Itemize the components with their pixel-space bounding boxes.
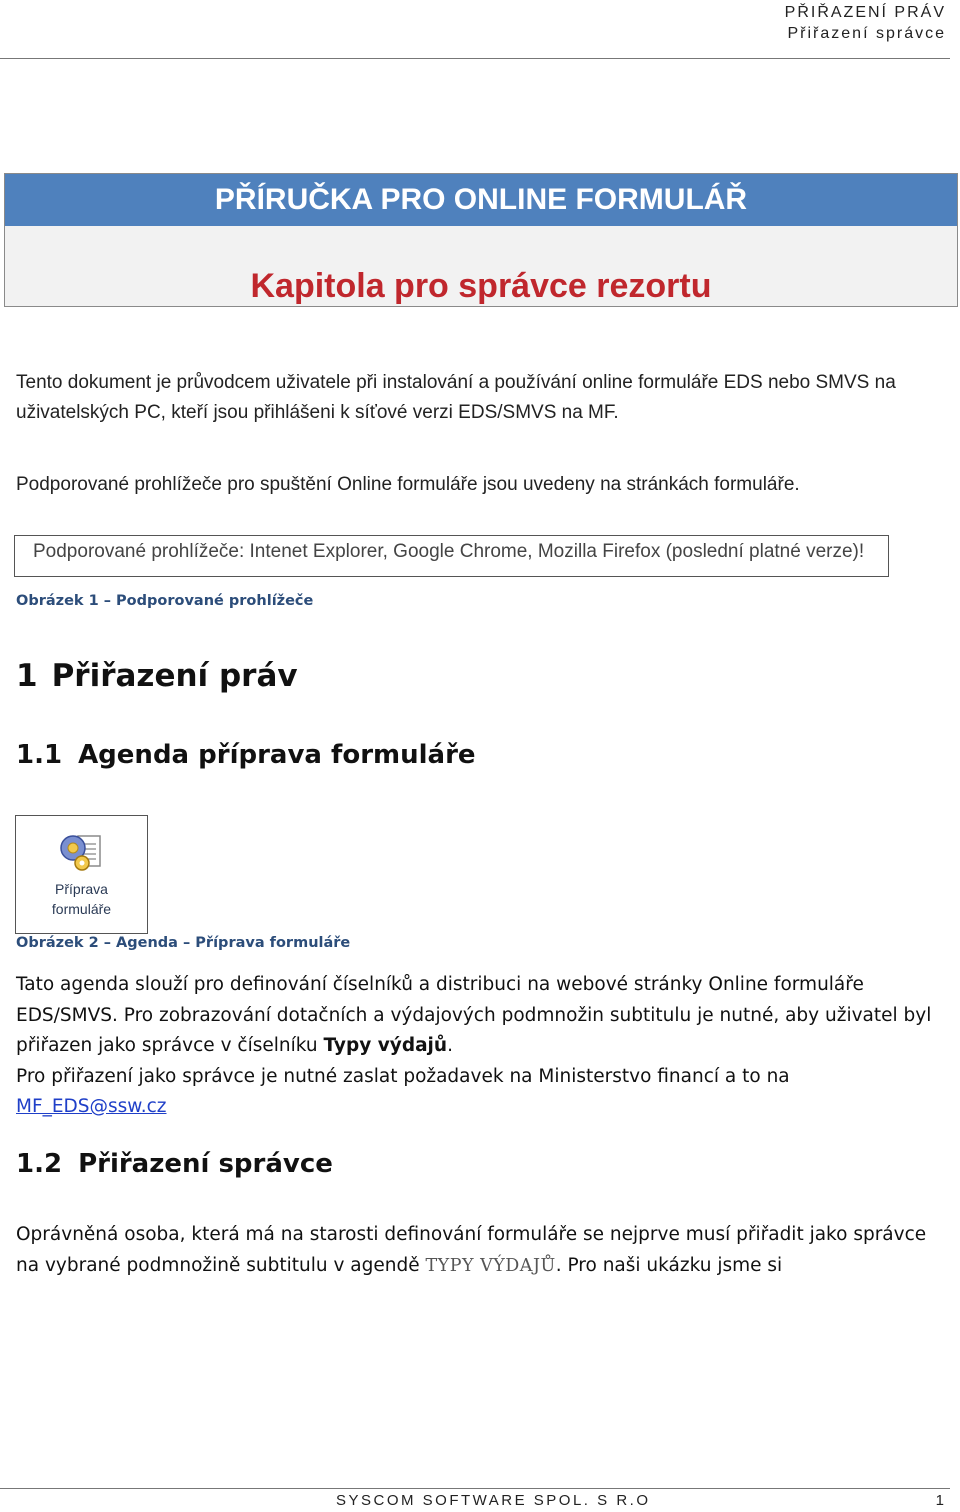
page-footer (336, 1492, 944, 1512)
document-subtitle: Kapitola pro správce rezortu (250, 267, 712, 305)
section-1-2-heading (16, 1149, 333, 1179)
gear-document-icon (56, 830, 106, 880)
intro-paragraph-2: Podporované prohlížeče pro spuštění Online formuláře jsou uvedeny na stránkách formuláře. (16, 474, 800, 495)
section-1-2-number: 1.2 (16, 1149, 63, 1179)
running-header-section: Přiřazení správce (787, 25, 946, 42)
section-1-1-heading (16, 740, 476, 770)
section-1-2-text-part-1: Oprávněná osoba, která má na starosti definování formuláře se nejprve musí přiřadit jako správce na vybrané podmnožině subtitulu v agendě (16, 1224, 927, 1276)
section-1-2-text-part-2: . Pro naši ukázku jsme si (555, 1254, 783, 1276)
running-header (785, 2, 946, 44)
figure-1-caption: Obrázek 1 – Podporované prohlížeče (16, 593, 314, 609)
section-1-1-text-part-3: Pro přiřazení jako správce je nutné zaslat požadavek na Ministerstvo financí a to na (16, 1065, 790, 1087)
ribbon-button-label-line-1: Příprava (55, 881, 108, 897)
browsers-notice-text: Podporované prohlížeče: Intenet Explorer, Google Chrome, Mozilla Firefox (poslední platné verze)! (33, 541, 865, 562)
section-1-2-title: Přiřazení správce (78, 1149, 333, 1179)
section-1-2-paragraph (16, 1220, 936, 1281)
document-title: PŘÍRUČKA PRO ONLINE FORMULÁŘ (5, 174, 957, 226)
header-rule (0, 58, 950, 59)
browsers-notice-image (14, 535, 889, 577)
section-1-1-text-part-1: Tato agenda slouží pro definování číselníků a distribuci na webové stránky Online formuláře EDS/SMVS. Pro zobrazování dotačních a výdajových podmnožin subtitulu je nutné, aby uživatel byl přiřazen jako správce v číselníku (16, 974, 932, 1056)
title-box (4, 173, 958, 307)
intro-paragraph-1: Tento dokument je průvodcem uživatele při instalování a používání online formuláře EDS nebo SMVS na uživatelských PC, kteří jsou přihlášeni k síťové verzi EDS/SMVS na MF. (16, 372, 896, 423)
section-1-heading (16, 658, 298, 694)
figure-2-caption: Obrázek 2 – Agenda – Příprava formuláře (16, 935, 351, 951)
page-number: 1 (935, 1492, 944, 1509)
section-1-1-number: 1.1 (16, 740, 63, 770)
section-1-1-title: Agenda příprava formuláře (78, 740, 476, 770)
email-link[interactable]: MF_EDS@ssw.cz (16, 1096, 167, 1117)
section-1-number: 1 (16, 658, 38, 694)
section-1-1-paragraph (16, 970, 936, 1123)
section-1-title: Přiřazení práv (51, 658, 298, 694)
typy-vydaju-bold: Typy výdajů (323, 1035, 448, 1056)
footer-rule (0, 1488, 950, 1489)
ribbon-button-label (16, 879, 147, 919)
typy-vydaju-agenda-name: TYPY VÝDAJŮ (425, 1255, 556, 1276)
footer-company: SYSCOM SOFTWARE SPOL. S R.O (336, 1492, 651, 1509)
running-header-chapter: PŘIŘAZENÍ PRÁV (784, 4, 946, 21)
ribbon-button-label-line-2: formuláře (51, 901, 112, 917)
section-1-1-text-part-2: . (447, 1035, 453, 1056)
priprava-formulare-ribbon-button[interactable] (15, 815, 148, 934)
